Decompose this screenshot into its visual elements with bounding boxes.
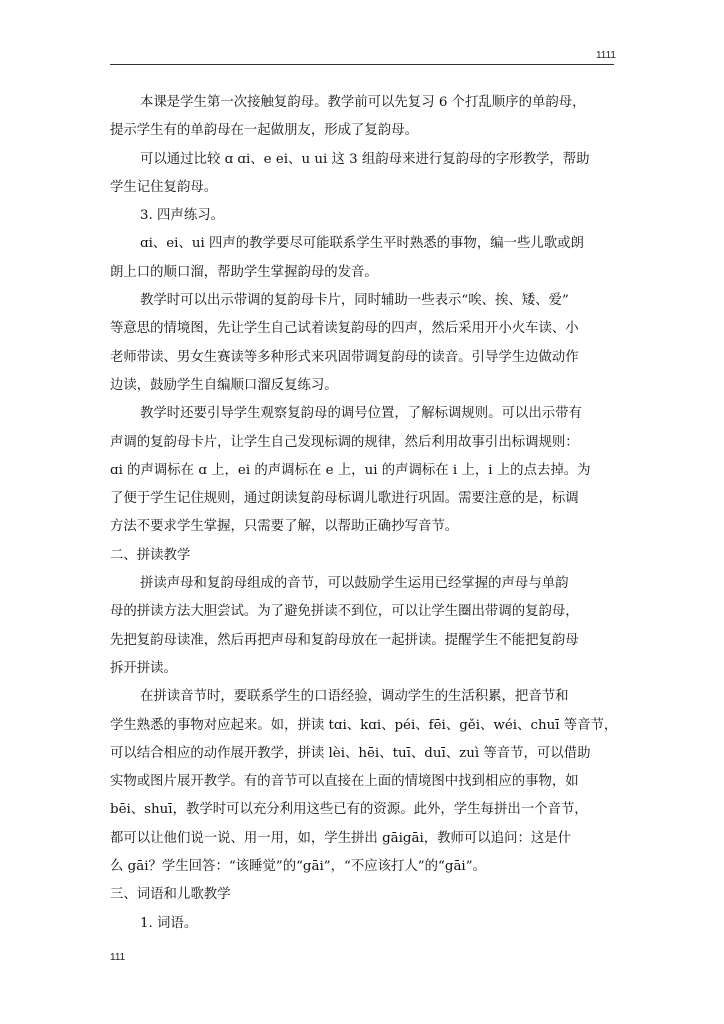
- text-line: 拼读声母和复韵母组成的音节，可以鼓励学生运用已经掌握的声母与单韵: [140, 576, 569, 592]
- footer-page-number: 111: [110, 952, 126, 963]
- text-line: 都可以让他们说一说、用一用，如，学生拼出 gāigāi，教师可以追问：这是什: [110, 830, 572, 846]
- text-line: 学生熟悉的事物对应起来。如，拼读 tɑi、kɑi、péi、fēi、gěi、wéi、chuī 等音节，: [110, 717, 618, 733]
- text-line: 先把复韵母读准，然后再把声母和复韵母放在一起拼读。提醒学生不能把复韵母: [110, 632, 579, 648]
- text-line: 学生记住复韵母。: [110, 179, 218, 195]
- text-line: 本课是学生第一次接触复韵母。教学前可以先复习 6 个打乱顺序的单韵母，: [140, 95, 586, 110]
- text-line: 提示学生有的单韵母在一起做朋友，形成了复韵母。: [110, 123, 418, 139]
- text-line: 边读，鼓励学生自编顺口溜反复练习。: [110, 377, 338, 393]
- text-line: 等意思的情境图，先让学生自己试着读复韵母的四声，然后采用开小火车读、小: [110, 321, 579, 337]
- text-line: 了便于学生记住规则，通过朗读复韵母标调儿歌进行巩固。需要注意的是，标调: [110, 491, 579, 507]
- text-line: 二、拼读教学: [110, 547, 191, 563]
- text-line: bēi、shuī，教学时可以充分利用这些已有的资源。此外，学生每拼出一个音节，: [110, 802, 588, 818]
- text-line: 实物或图片展开教学。有的音节可以直接在上面的情境图中找到相应的事物，如: [110, 774, 579, 790]
- text-line: 老师带读、男女生赛读等多种形式来巩固带调复韵母的读音。引导学生边做动作: [110, 349, 579, 365]
- text-line: 三、词语和儿歌教学: [110, 887, 231, 903]
- text-line: 可以结合相应的动作展开教学，拼读 lèi、hēi、tuī、duī、zuì 等音节，可以借助: [110, 745, 591, 761]
- text-line: 朗上口的顺口溜，帮助学生掌握韵母的发音。: [110, 264, 378, 280]
- text-line: ɑi、ei、ui 四声的教学要尽可能联系学生平时熟悉的事物，编一些儿歌或朗: [140, 236, 584, 252]
- text-line: 母的拼读方法大胆尝试。为了避免拼读不到位，可以让学生圈出带调的复韵母，: [110, 604, 579, 620]
- text-line: 3. 四声练习。: [140, 208, 224, 224]
- text-line: ɑi 的声调标在 ɑ 上，ei 的声调标在 e 上，ui 的声调标在 i 上，i 上的点去掉。为: [110, 462, 591, 478]
- text-line: 教学时还要引导学生观察复韵母的调号位置，了解标调规则。可以出示带有: [140, 406, 582, 422]
- header-divider: [110, 64, 614, 65]
- text-line: 么 gāi？学生回答：“该睡觉”的“gāi”，“不应该打人”的“gāi”。: [110, 859, 486, 875]
- text-line: 拆开拼读。: [110, 660, 177, 676]
- text-line: 教学时可以出示带调的复韵母卡片，同时辅助一些表示“唉、挨、矮、爱”: [140, 293, 569, 309]
- text-line: 声调的复韵母卡片，让学生自己发现标调的规律，然后利用故事引出标调规则：: [110, 434, 579, 450]
- text-line: 1. 词语。: [140, 915, 198, 931]
- text-line: 在拼读音节时，要联系学生的口语经验，调动学生的生活积累，把音节和: [140, 689, 569, 705]
- text-line: 可以通过比较 ɑ ɑi、e ei、u ui 这 3 组韵母来进行复韵母的字形教学，帮助: [140, 151, 590, 167]
- document-body: [110, 89, 622, 938]
- text-line: 方法不要求学生掌握，只需要了解，以帮助正确抄写音节。: [110, 519, 459, 535]
- header-page-label: 1111: [595, 50, 616, 61]
